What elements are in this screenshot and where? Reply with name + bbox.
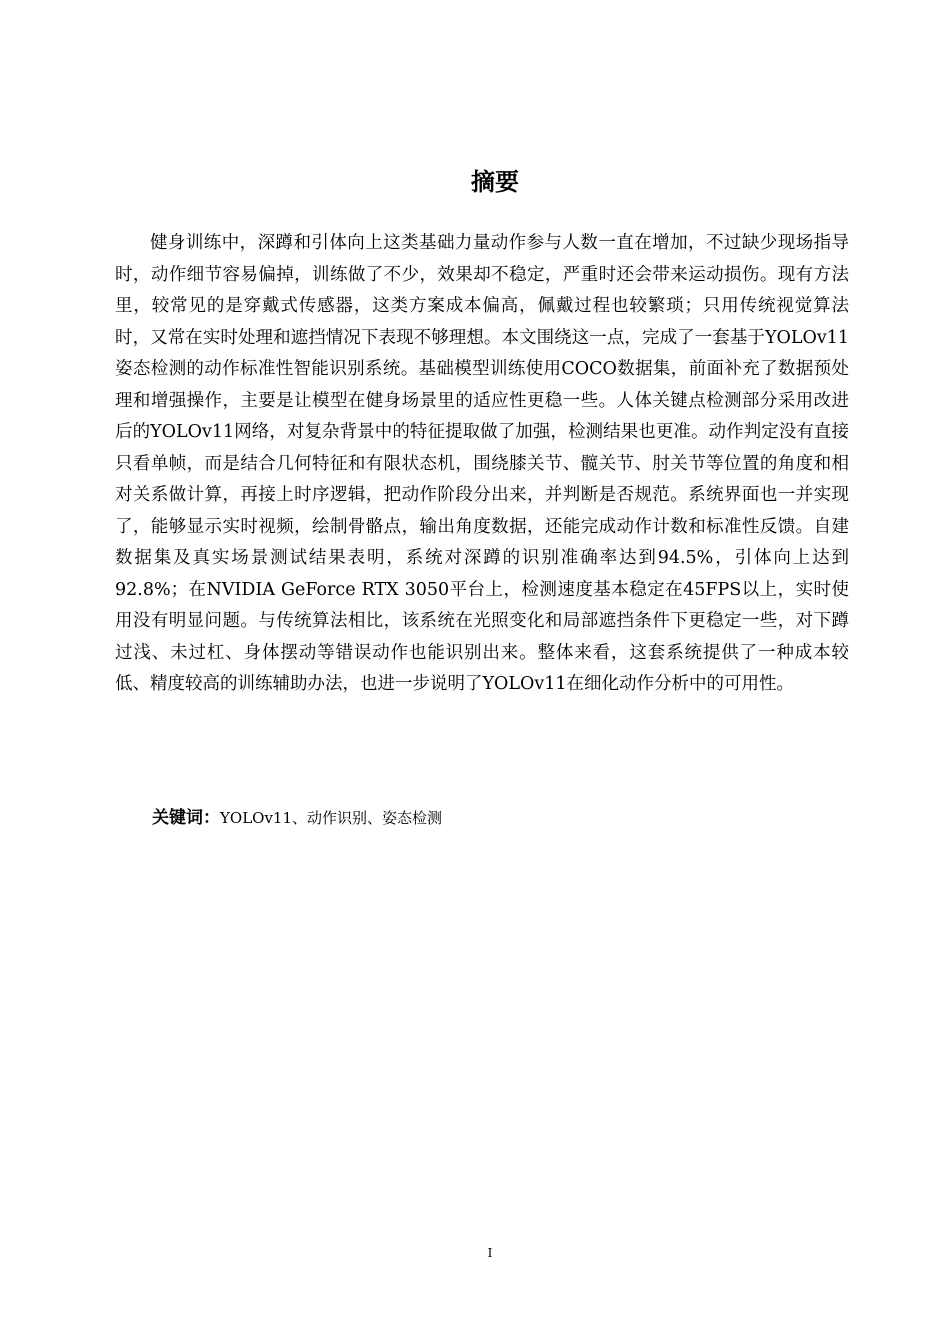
keywords-line [152, 802, 852, 834]
keywords-text: YOLOv11、动作识别、姿态检测 [220, 809, 443, 827]
page-number: I [487, 1246, 493, 1260]
abstract-title: 摘要 [471, 168, 519, 196]
abstract-body: 健身训练中，深蹲和引体向上这类基础力量动作参与人数一直在增加，不过缺少现场指导时，动作细节容易偏掉，训练做了不少，效果却不稳定，严重时还会带来运动损伤。现有方法里，较常见的是穿戴式传感器，这类方案成本偏高，佩戴过程也较繁琐；只用传统视觉算法时，又常在实时处理和遮挡情况下表现不够理想。本文围绕这一点，完成了一套基于YOLOv11姿态检测的动作标准性智能识别系统。基础模型训练使用COCO数据集，前面补充了数据预处理和增强操作，主要是让模型在健身场景里的适应性更稳一些。人体关键点检测部分采用改进后的YOLOv11网络，对复杂背景中的特征提取做了加强，检测结果也更准。动作判定没有直接只看单帧，而是结合几何特征和有限状态机，围绕膝关节、髋关节、肘关节等位置的角度和相对关系做计算，再接上时序逻辑，把动作阶段分出来，并判断是否规范。系统界面也一并实现了，能够显示实时视频，绘制骨骼点，输出角度数据，还能完成动作计数和标准性反馈。自建数据集及真实场景测试结果表明，系统对深蹲的识别准确率达到94.5%，引体向上达到92.8%；在NVIDIA GeForce RTX 3050平台上，检测速度基本稳定在45FPS以上，实时使用没有明显问题。与传统算法相比，该系统在光照变化和局部遮挡条件下更稳定一些，对下蹲过浅、未过杠、身体摆动等错误动作也能识别出来。整体来看，这套系统提供了一种成本较低、精度较高的训练辅助办法，也进一步说明了YOLOv11在细化动作分析中的可用性。 [115, 233, 849, 694]
keywords-label: 关键词： [152, 808, 220, 828]
